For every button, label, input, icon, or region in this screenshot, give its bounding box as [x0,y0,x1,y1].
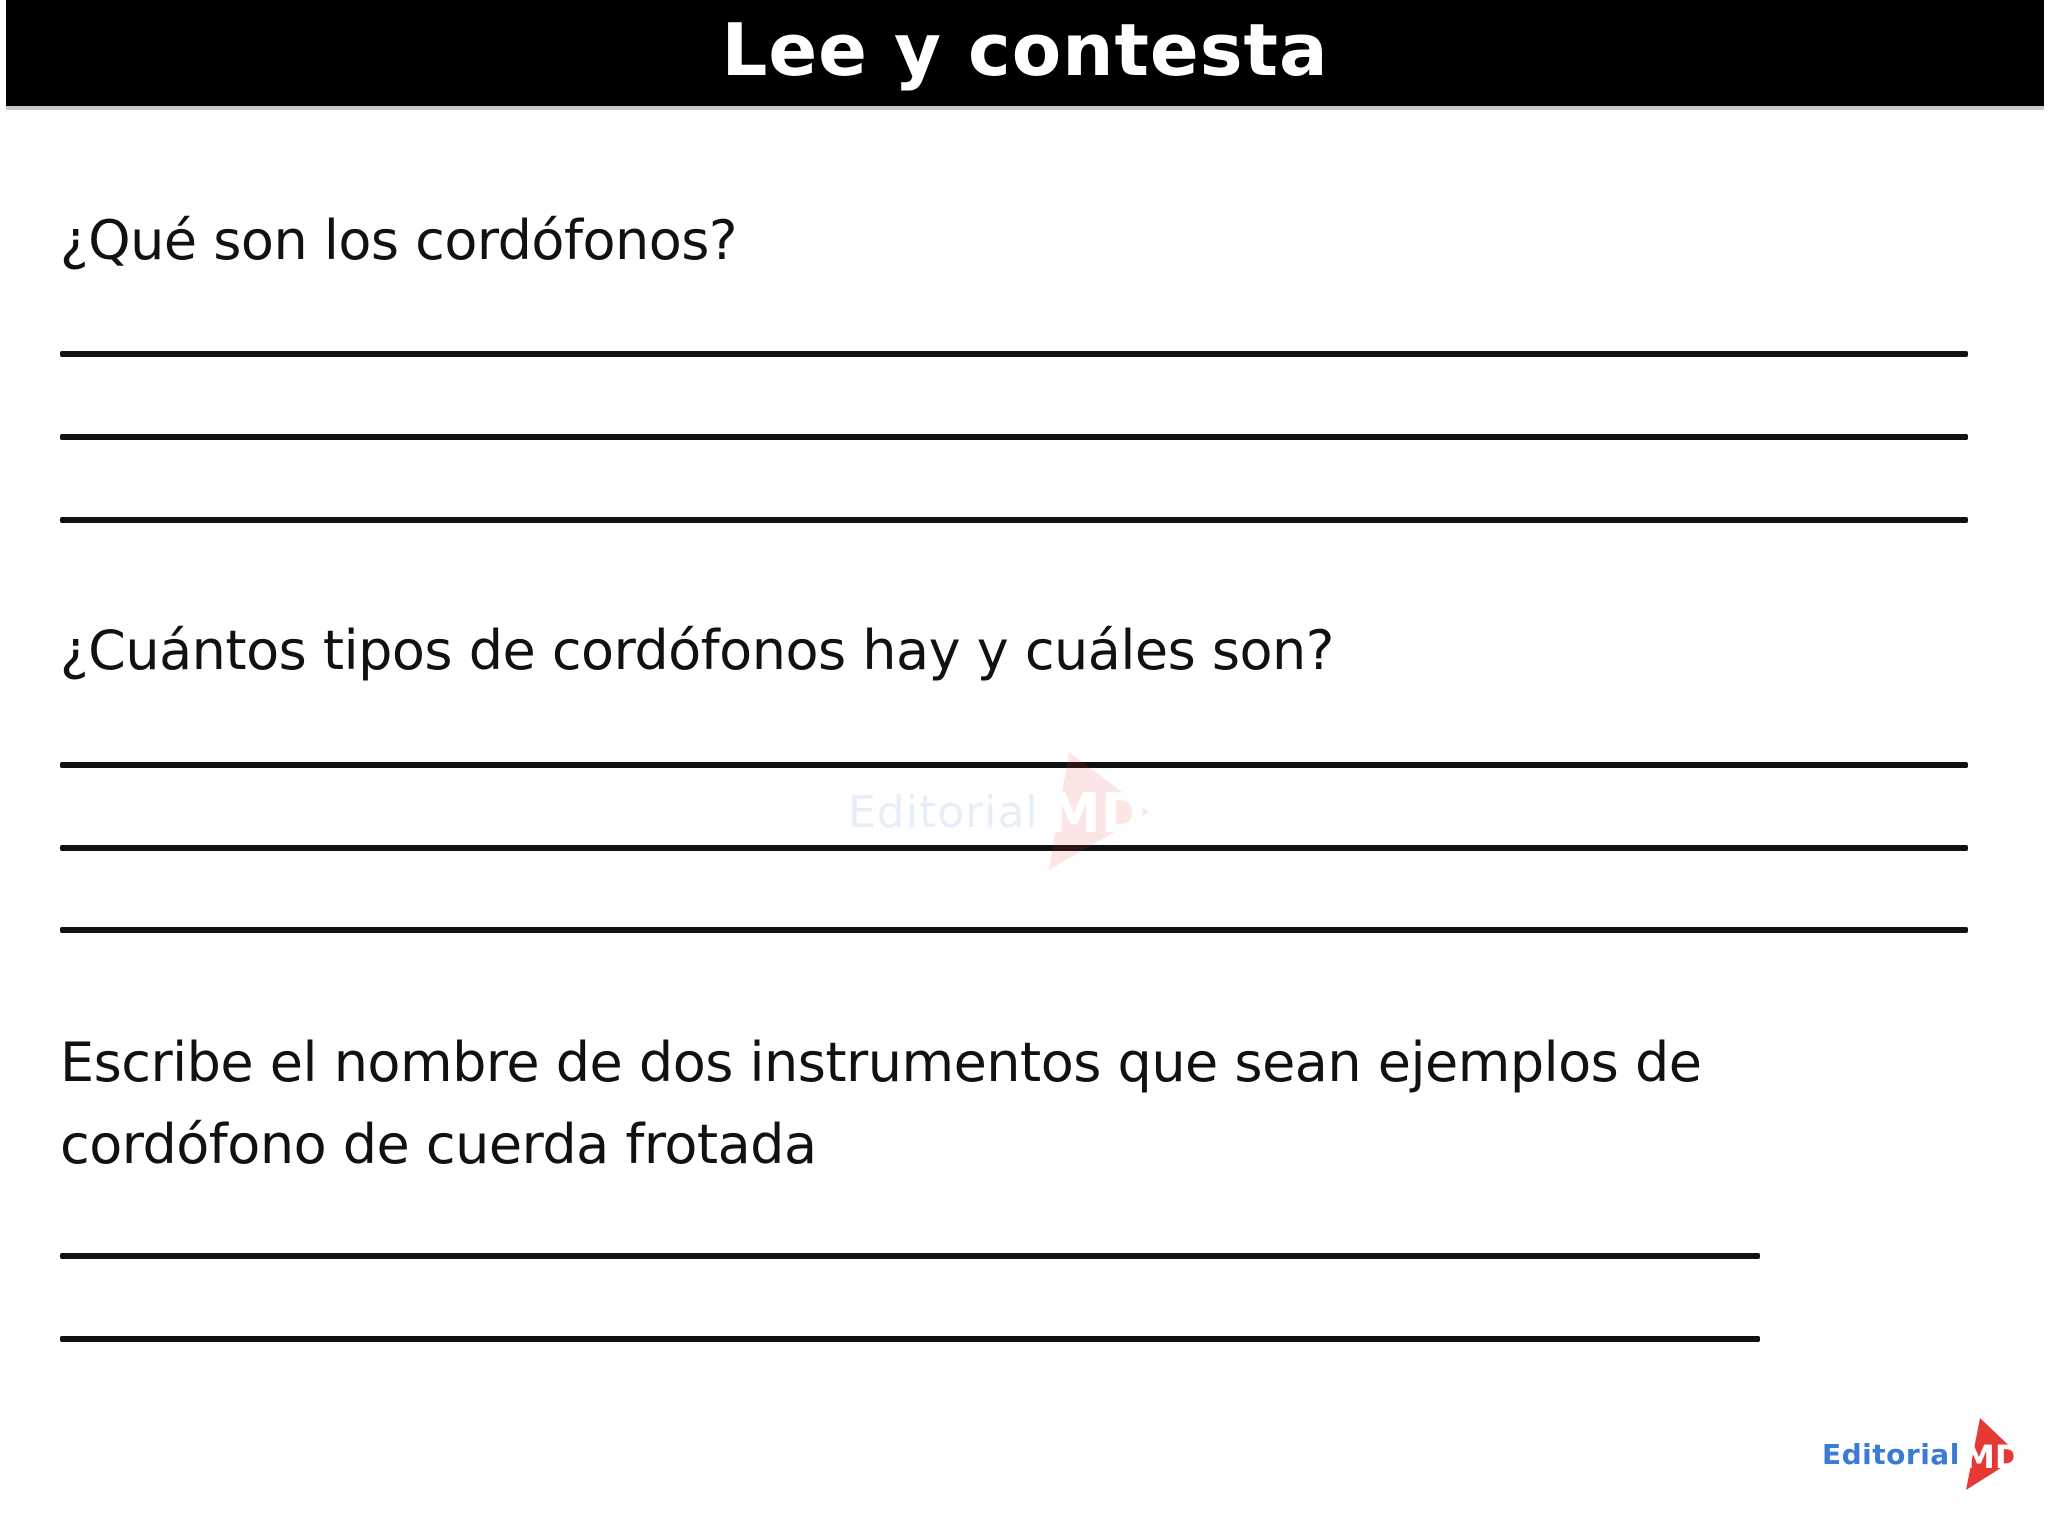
answer-line[interactable] [60,434,1968,440]
answer-line[interactable] [60,517,1968,523]
answer-line[interactable] [60,1336,1760,1342]
page-title: Lee y contesta [721,8,1329,92]
answer-line[interactable] [60,351,1968,357]
watermark [848,752,1146,872]
question-3-line-1: Escribe el nombre de dos instrumentos que sean ejemplos de [60,1031,1702,1094]
logo-mark-text: MD [1962,1438,2022,1476]
md-logo-icon [1960,1416,2022,1492]
watermark-mark-text: MD [1046,782,1146,845]
answer-line[interactable] [60,1253,1760,1259]
logo-text: Editorial [1822,1437,1960,1471]
answer-line[interactable] [60,927,1968,933]
title-banner [6,0,2044,106]
question-1: ¿Qué son los cordófonos? [60,209,738,272]
editorial-logo [1822,1414,2022,1494]
question-2: ¿Cuántos tipos de cordófonos hay y cuáles son? [60,619,1334,682]
watermark-text: Editorial [848,786,1039,838]
md-logo-icon [1039,752,1149,872]
question-3-line-2: cordófono de cuerda frotada [60,1113,817,1176]
